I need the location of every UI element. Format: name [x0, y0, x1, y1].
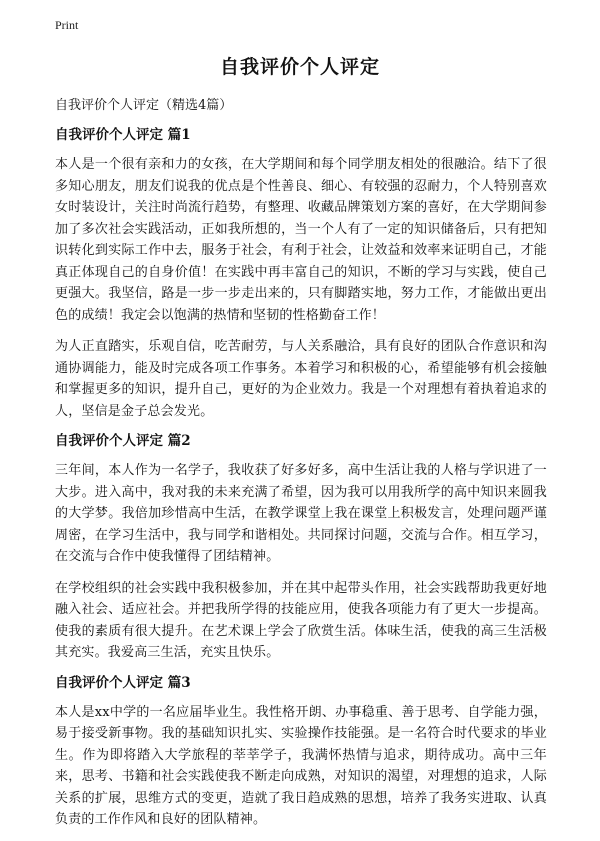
- document-body: [55, 126, 547, 841]
- section-heading: 自我评价个人评定 篇2: [55, 433, 191, 449]
- paragraph: 本人是xx中学的一名应届毕业生。我性格开朗、办事稳重、善于思考、自学能力强，易于接受新事物。我的基础知识扎实、实验操作技能强。是一名符合时代要求的毕业生。作为即将踏入大学旅程的莘莘学子，我满怀热情与追求，期待成功。高中三年来，思考、书籍和社会实践使我不断走向成熟，对知识的渴望，对理想的追求，人际关系的扩展，思维方式的变更，造就了我日趋成熟的思想，培养了我务实进取、认真负责的工作作风和良好的团队精神。: [55, 704, 547, 827]
- paragraph: 为人正直踏实，乐观自信，吃苦耐劳，与人关系融洽，具有良好的团队合作意识和沟通协调能力，能及时完成各项工作事务。本着学习和积极的心，希望能够有机会接触和掌握更多的知识，提升自己，更好的为企业效力。我是一个对理想有着执着追求的人，坚信是金子总会发光。: [55, 339, 547, 419]
- paragraph: 三年间，本人作为一名学子，我收获了好多好多，高中生活让我的人格与学识进了一大步。进入高中，我对我的未来充满了希望，因为我可以用我所学的高中知识来圆我的大学梦。我倍加珍惜高中生活，在教学课堂上我在课堂上积极发言，处理问题严谨周密，在学习生活中，我与同学和谐相处。共同探讨问题，交流与合作。相互学习，在交流与合作中使我懂得了团结精神。: [55, 463, 547, 564]
- page-title: 自我评价个人评定: [219, 56, 380, 78]
- section-heading: 自我评价个人评定 篇1: [55, 127, 191, 143]
- section-3: [55, 674, 547, 831]
- section-2: [55, 432, 547, 664]
- paragraph: 在学校组织的社会实践中我积极参加，并在其中起带头作用，社会实践帮助我更好地融入社会、适应社会。并把我所学得的技能应用，使我各项能力有了更大一步提高。使我的素质有很大提升。在艺术课上学会了欣赏生活。体味生活，使我的高三生活极其充实。我爱高三生活，充实且快乐。: [55, 580, 547, 660]
- section-1: [55, 126, 547, 422]
- section-heading: 自我评价个人评定 篇3: [55, 674, 191, 691]
- print-link[interactable]: Print: [55, 18, 79, 32]
- document-subtitle: 自我评价个人评定（精选4篇）: [55, 98, 233, 113]
- paragraph: 本人是一个很有亲和力的女孩，在大学期间和每个同学朋友相处的很融洽。结下了很多知心朋友，朋友们说我的优点是个性善良、细心、有较强的忍耐力，个人特别喜欢女时装设计，关注时尚流行趋势，有整理、收藏品牌策划方案的喜好，在大学期间参加了多次社会实践活动，正如我所想的，当一个人有了一定的知识储备后，只有把知识转化到实际工作中去，服务于社会，有利于社会，让效益和效率来证明自己，才能真正体现自己的自身价值！在实践中再丰富自己的知识，不断的学习与实践，使自己更强大。我坚信，路是一步一步走出来的，只有脚踏实地，努力工作，才能做出更出色的成绩！我定会以饱满的热情和坚韧的性格勤奋工作！: [55, 157, 547, 323]
